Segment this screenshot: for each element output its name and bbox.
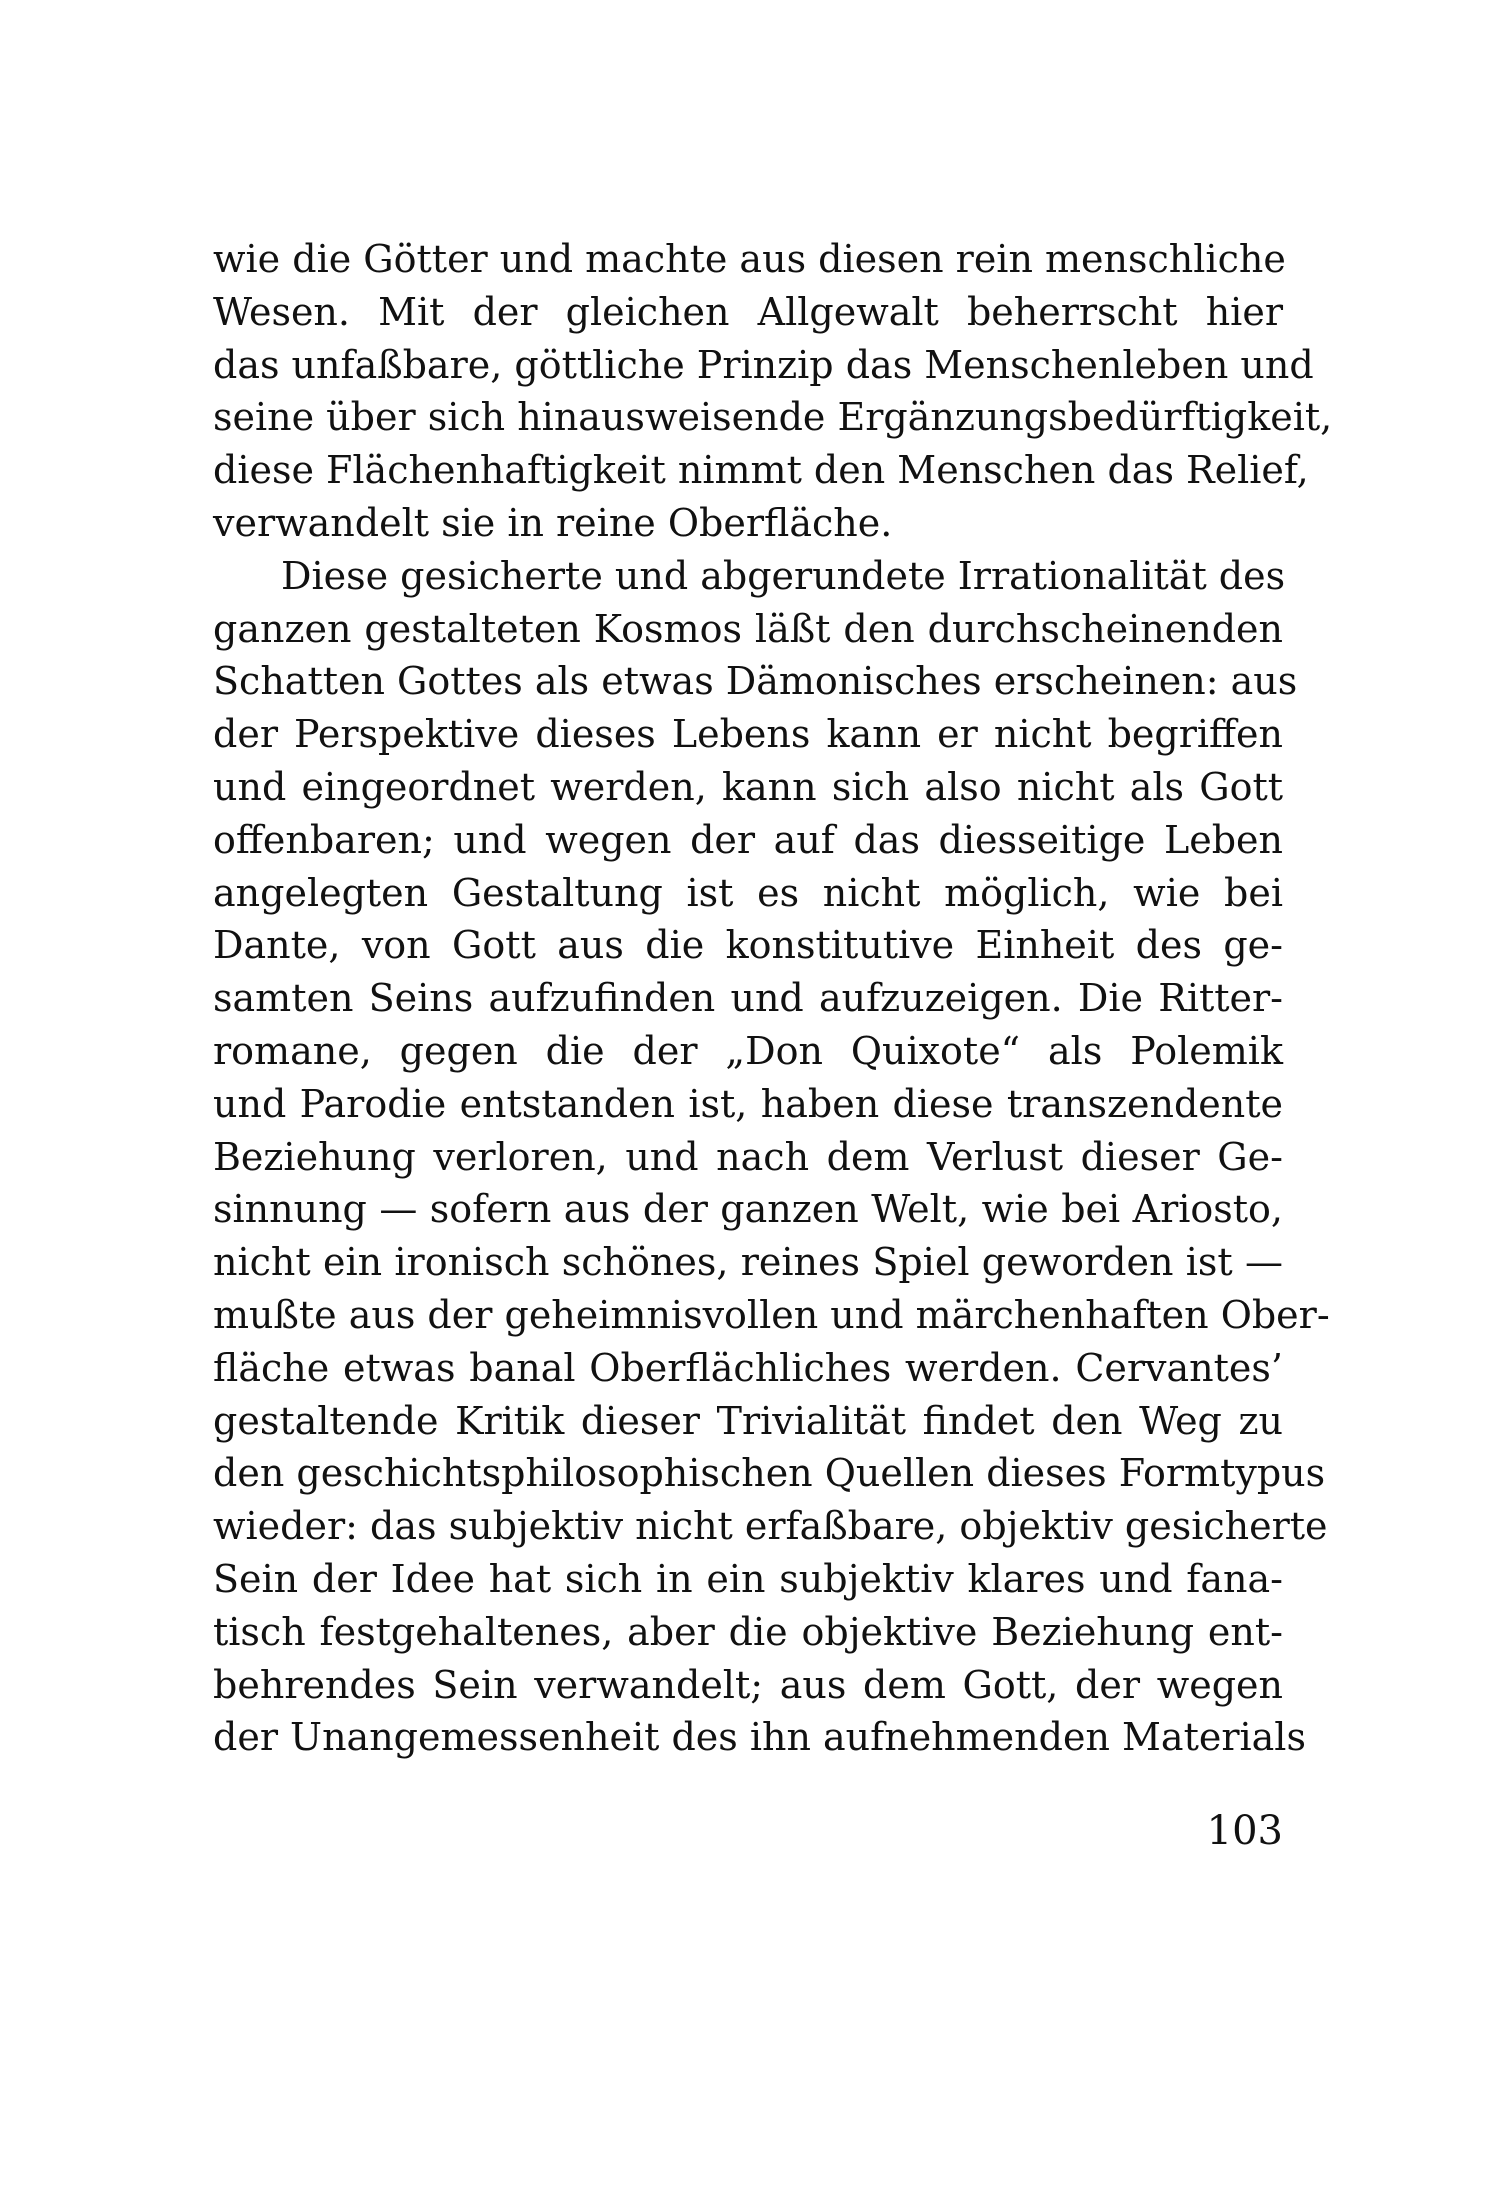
- text-line: angelegten Gestaltung ist es nicht möglich, wie bei: [213, 870, 1283, 915]
- text-line: seine über sich hinausweisende Ergänzungsbedürftigkeit,: [213, 395, 1333, 440]
- text-line: offenbaren; und wegen der auf das diesseitige Leben: [213, 817, 1283, 862]
- text-line: fläche etwas banal Oberflächliches werden. Cervantes’: [213, 1345, 1283, 1390]
- text-line: Dante, von Gott aus die konstitutive Einheit des ge-: [213, 923, 1283, 968]
- text-line: romane, gegen die der „Don Quixote“ als Polemik: [213, 1028, 1283, 1073]
- text-line: gestaltende Kritik dieser Trivialität findet den Weg zu: [213, 1398, 1283, 1443]
- text-line: diese Flächenhaftigkeit nimmt den Menschen das Relief,: [213, 448, 1309, 493]
- text-line: das unfaßbare, göttliche Prinzip das Menschenleben und: [213, 342, 1314, 387]
- text-line: Sein der Idee hat sich in ein subjektiv klares und fana-: [213, 1556, 1283, 1601]
- text-line: und Parodie entstanden ist, haben diese transzendente: [213, 1081, 1283, 1126]
- text-line: wie die Götter und machte aus diesen rein menschliche: [213, 237, 1286, 281]
- text-line: der Perspektive dieses Lebens kann er nicht begriffen: [213, 712, 1283, 757]
- body-text: [213, 233, 1333, 1764]
- text-line: den geschichtsphilosophischen Quellen dieses Formtypus: [213, 1451, 1326, 1496]
- text-line: wieder: das subjektiv nicht erfaßbare, objektiv gesicherte: [213, 1504, 1328, 1549]
- text-line: Wesen. Mit der gleichen Allgewalt beherrscht hier: [213, 289, 1283, 334]
- text-line: Schatten Gottes als etwas Dämonisches erscheinen: aus: [213, 659, 1298, 704]
- text-line: samten Seins aufzufinden und aufzuzeigen. Die Ritter-: [213, 976, 1283, 1021]
- text-line: der Unangemessenheit des ihn aufnehmenden Materials: [213, 1715, 1306, 1760]
- text-line: Diese gesicherte und abgerundete Irrationalität des: [281, 553, 1286, 598]
- text-line: mußte aus der geheimnisvollen und märchenhaften Ober-: [213, 1292, 1330, 1337]
- text-line: ganzen gestalteten Kosmos läßt den durchscheinenden: [213, 606, 1283, 651]
- text-line: nicht ein ironisch schönes, reines Spiel geworden ist —: [213, 1240, 1283, 1285]
- text-line: tisch festgehaltenes, aber die objektive Beziehung ent-: [213, 1609, 1283, 1654]
- text-line: und eingeordnet werden, kann sich also nicht als Gott: [213, 764, 1283, 809]
- text-line: verwandelt sie in reine Oberfläche.: [213, 500, 893, 545]
- text-line: sinnung — sofern aus der ganzen Welt, wie bei Ariosto,: [213, 1187, 1283, 1232]
- text-line: behrendes Sein verwandelt; aus dem Gott, der wegen: [213, 1662, 1283, 1707]
- text-line: Beziehung verloren, und nach dem Verlust dieser Ge-: [213, 1134, 1283, 1179]
- page-number: 103: [1206, 1808, 1283, 1854]
